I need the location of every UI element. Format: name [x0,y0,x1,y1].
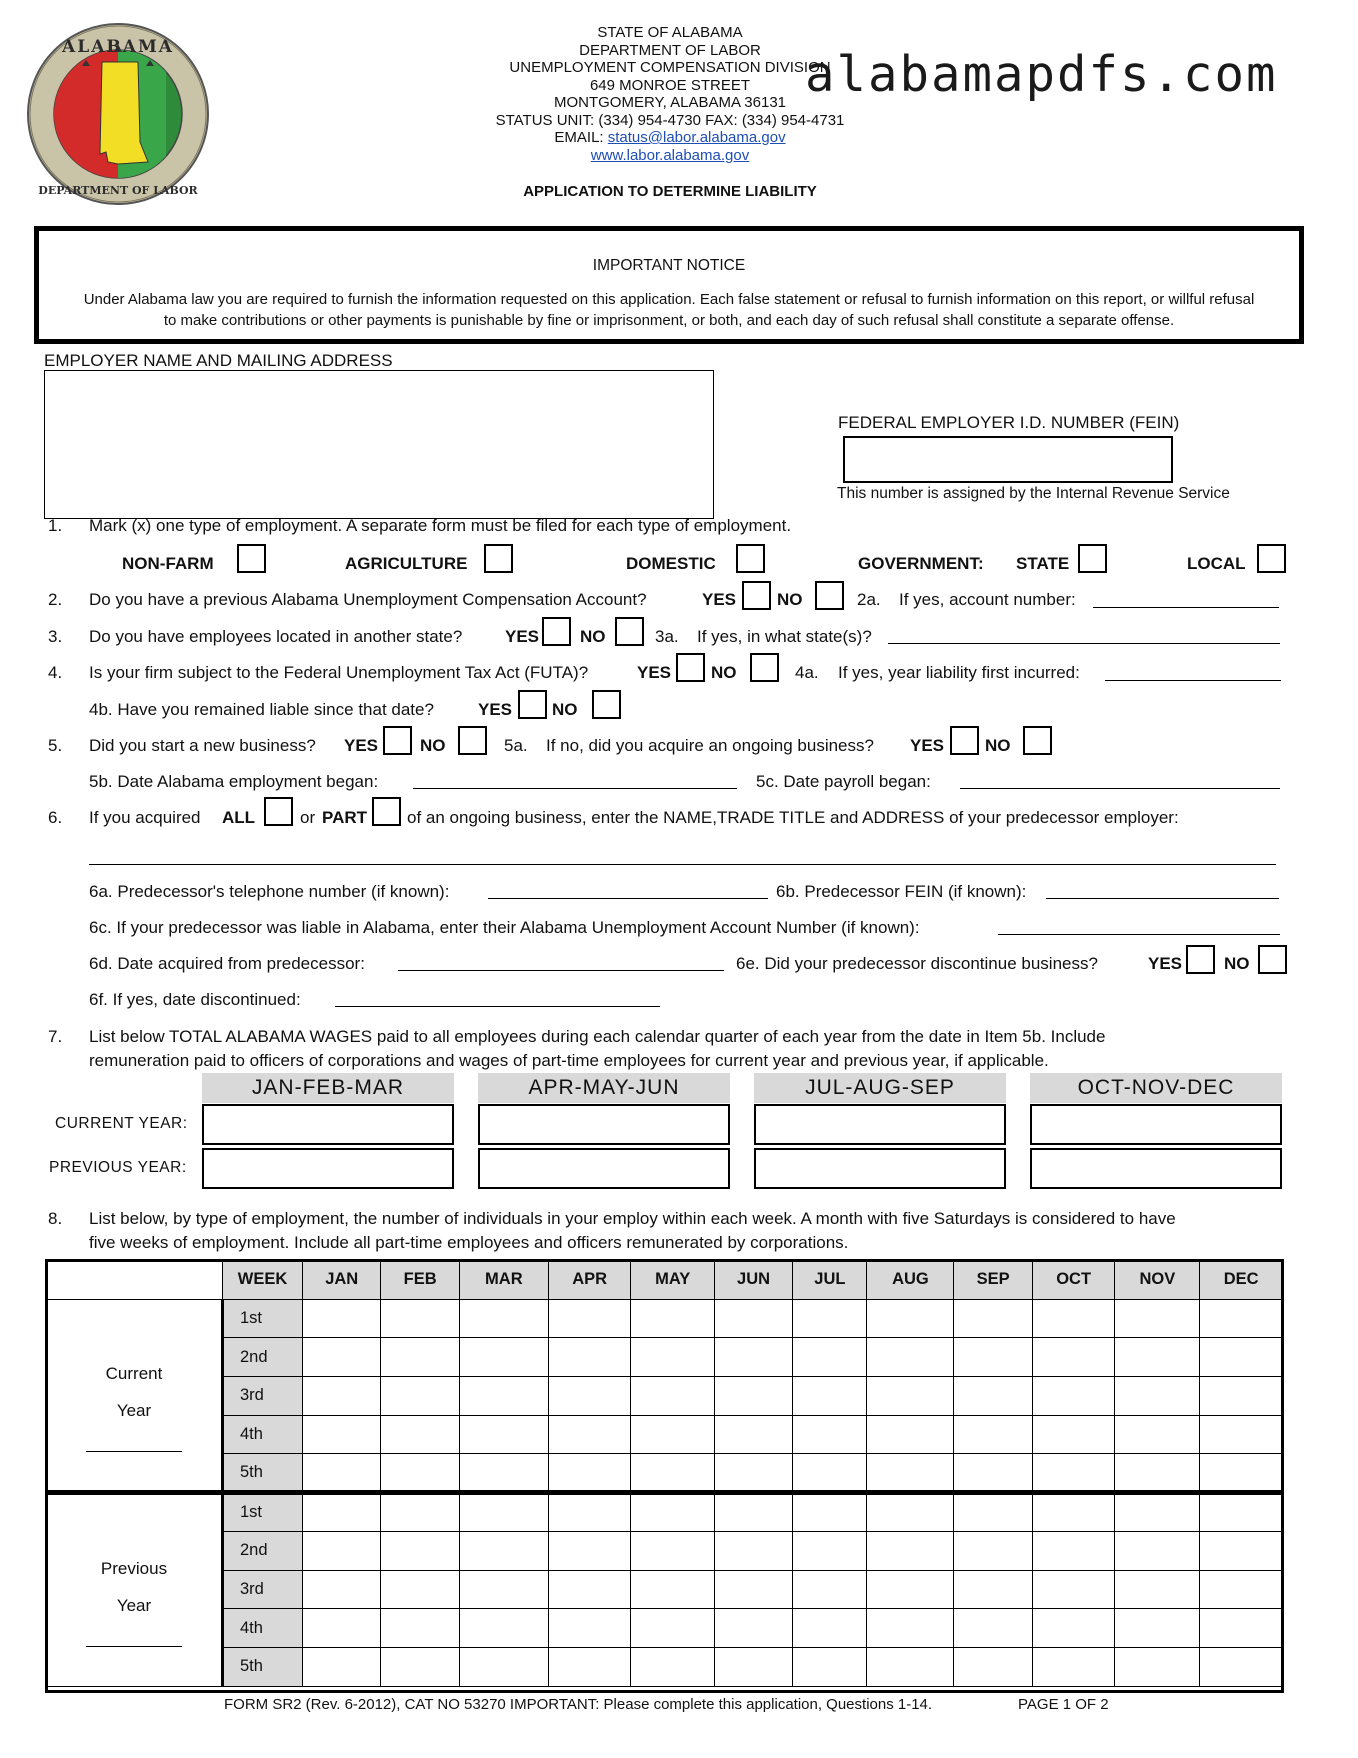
previous-week-count-cell[interactable] [303,1493,381,1532]
other-states-field[interactable] [888,643,1280,644]
current-week-count-cell[interactable] [1115,1377,1200,1416]
q4-yes-checkbox[interactable] [676,653,705,682]
email-link[interactable]: status@labor.alabama.gov [607,129,786,146]
q5a-no-checkbox[interactable] [1023,726,1052,755]
blank-header-cell [47,1261,223,1300]
current-week-count-cell[interactable] [1200,1415,1283,1454]
q5-yes-checkbox[interactable] [383,726,412,755]
current-week-count-cell[interactable] [714,1454,792,1493]
website-line [430,147,910,165]
question-number: 4. [48,663,63,682]
state-label: STATE [1016,554,1070,573]
previous-week-count-cell[interactable] [459,1609,548,1648]
header-line: STATE OF ALABAMA [597,24,743,41]
previous-week-count-cell[interactable] [381,1609,459,1648]
previous-week-count-cell[interactable] [303,1531,381,1570]
predecessor-phone-field[interactable] [488,898,768,899]
month-header: JUL [793,1261,867,1300]
quarter-header: APR-MAY-JUN [478,1073,730,1103]
or-label: or [300,808,316,827]
form-footer: FORM SR2 (Rev. 6-2012), CAT NO 53270 IMPORTANT: Please complete this application, Questions 1-14. [224,1696,933,1713]
current-week-count-cell[interactable] [714,1299,792,1338]
previous-week-count-cell[interactable] [793,1531,867,1570]
current-week-count-cell[interactable] [1115,1415,1200,1454]
page-number: PAGE 1 OF 2 [1018,1696,1109,1713]
current-q4-wages-field[interactable] [1030,1104,1282,1145]
q6e-yes-checkbox[interactable] [1186,945,1215,974]
previous-week-count-cell[interactable] [1032,1531,1115,1570]
previous-week-count-cell[interactable] [1115,1570,1200,1609]
current-week-count-cell[interactable] [381,1454,459,1493]
previous-week-count-cell[interactable] [867,1531,954,1570]
form-title: APPLICATION TO DETERMINE LIABILITY [523,183,817,200]
current-year-label: CURRENT YEAR: [55,1115,188,1132]
previous-week-count-cell[interactable] [1115,1493,1200,1532]
previous-q3-wages-field[interactable] [754,1148,1006,1189]
previous-week-count-cell[interactable] [381,1647,459,1686]
current-q1-wages-field[interactable] [202,1104,454,1145]
previous-week-count-cell[interactable] [459,1647,548,1686]
alabama-dept-of-labor-seal [26,22,210,206]
q6a-text: 6a. Predecessor's telephone number (if known): [89,882,450,901]
notice-title: IMPORTANT NOTICE [592,257,746,274]
no-label: NO [985,736,1011,755]
quarter-header: JUL-AUG-SEP [754,1073,1006,1103]
month-header: AUG [867,1261,954,1300]
q3-yes-checkbox[interactable] [542,617,571,646]
email-label: EMAIL: [554,129,604,146]
current-label-line-1: Current [105,1363,163,1383]
current-week-count-cell[interactable] [867,1299,954,1338]
fein-field[interactable] [843,436,1173,483]
previous-week-count-cell[interactable] [459,1493,548,1532]
important-notice-box [34,226,1304,344]
q2-yes-checkbox[interactable] [742,581,771,610]
current-year-entry-field[interactable] [86,1451,182,1452]
current-week-count-cell[interactable] [459,1338,548,1377]
month-header: JUN [714,1261,792,1300]
current-week-count-cell[interactable] [459,1377,548,1416]
previous-week-count-cell[interactable] [381,1493,459,1532]
q4b-text: 4b. Have you remained liable since that date? [89,700,434,719]
predecessor-account-field[interactable] [998,934,1280,935]
notice-body: Under Alabama law you are required to furnish the information requested on this application. Each false statement or refusal to furnish information on this report, or willful refusal to make contributions or other payments is punishable by fine or imprisonment, or both, and each day of such refusal shall constitute a separate offense. [83,291,1255,329]
predecessor-name-address-field[interactable] [89,864,1276,865]
current-week-count-cell[interactable] [793,1377,867,1416]
current-week-count-cell[interactable] [459,1415,548,1454]
previous-week-count-cell[interactable] [954,1531,1032,1570]
current-week-count-cell[interactable] [714,1377,792,1416]
previous-week-count-cell[interactable] [1200,1493,1283,1532]
previous-week-count-cell[interactable] [954,1609,1032,1648]
fein-label: FEDERAL EMPLOYER I.D. NUMBER (FEIN) [838,413,1180,432]
previous-week-count-cell[interactable] [548,1570,631,1609]
q5-no-checkbox[interactable] [458,726,487,755]
current-week-count-cell[interactable] [1200,1377,1283,1416]
no-label: NO [711,663,737,682]
previous-week-count-cell[interactable] [548,1493,631,1532]
no-label: NO [420,736,446,755]
q6d-text: 6d. Date acquired from predecessor: [89,954,365,973]
q6e-text: 6e. Did your predecessor discontinue business? [736,954,1098,973]
current-week-count-cell[interactable] [867,1377,954,1416]
table-row [47,1609,1283,1648]
domestic-label: DOMESTIC [626,554,716,573]
nonfarm-checkbox[interactable] [237,544,266,573]
previous-week-count-cell[interactable] [631,1493,714,1532]
header-line: MONTGOMERY, ALABAMA 36131 [553,94,787,111]
previous-week-count-cell[interactable] [631,1609,714,1648]
previous-year-entry-field[interactable] [86,1646,182,1647]
table-row [47,1647,1283,1686]
current-week-count-cell[interactable] [1032,1338,1115,1377]
q6f-text: 6f. If yes, date discontinued: [89,990,301,1009]
previous-week-count-cell[interactable] [303,1609,381,1648]
previous-week-count-cell[interactable] [1032,1609,1115,1648]
week-label: 1st [223,1299,303,1338]
previous-week-count-cell[interactable] [793,1609,867,1648]
q3-text: Do you have employees located in another state? [89,627,463,646]
month-header: APR [548,1261,631,1300]
q4-no-checkbox[interactable] [750,653,779,682]
question-number: 1. [48,516,63,535]
previous-week-count-cell[interactable] [1200,1570,1283,1609]
week-label: 5th [223,1454,303,1493]
no-label: NO [777,590,803,609]
previous-week-count-cell[interactable] [867,1493,954,1532]
current-week-count-cell[interactable] [631,1377,714,1416]
question-number: 8. [48,1209,63,1228]
yes-label: YES [344,736,379,755]
current-week-count-cell[interactable] [1200,1299,1283,1338]
q6-text-b: of an ongoing business, enter the NAME,TRADE TITLE and ADDRESS of your predecessor employer: [407,808,1179,827]
current-week-count-cell[interactable] [631,1415,714,1454]
current-week-count-cell[interactable] [459,1299,548,1338]
current-week-count-cell[interactable] [1032,1454,1115,1493]
previous-week-count-cell[interactable] [631,1531,714,1570]
q5a-yes-checkbox[interactable] [950,726,979,755]
q3-no-checkbox[interactable] [615,617,644,646]
q4b-no-checkbox[interactable] [592,690,621,719]
predecessor-fein-field[interactable] [1046,898,1279,899]
current-week-count-cell[interactable] [1115,1454,1200,1493]
current-week-count-cell[interactable] [1032,1377,1115,1416]
q5a-number: 5a. [504,736,528,755]
question-number: 5. [48,736,63,755]
question-number: 3. [48,627,63,646]
yes-label: YES [1148,954,1183,973]
question-number: 7. [48,1027,63,1046]
q2-text: Do you have a previous Alabama Unemployment Compensation Account? [89,590,647,609]
previous-week-count-cell[interactable] [1200,1531,1283,1570]
header-line: UNEMPLOYMENT COMPENSATION DIVISION [509,59,831,76]
previous-week-count-cell[interactable] [303,1647,381,1686]
current-week-count-cell[interactable] [381,1415,459,1454]
previous-week-count-cell[interactable] [631,1647,714,1686]
q2a-number: 2a. [857,590,881,609]
previous-week-count-cell[interactable] [954,1647,1032,1686]
week-label: 3rd [223,1570,303,1609]
week-label: 1st [223,1493,303,1532]
current-week-count-cell[interactable] [793,1415,867,1454]
previous-week-count-cell[interactable] [714,1570,792,1609]
table-row [47,1415,1283,1454]
table-header-row [47,1261,1283,1300]
employer-name-label: EMPLOYER NAME AND MAILING ADDRESS [44,351,393,370]
current-week-count-cell[interactable] [303,1415,381,1454]
current-week-count-cell[interactable] [954,1454,1032,1493]
previous-q1-wages-field[interactable] [202,1148,454,1189]
q2-no-checkbox[interactable] [815,581,844,610]
previous-week-count-cell[interactable] [714,1647,792,1686]
previous-week-count-cell[interactable] [631,1570,714,1609]
quarter-header: JAN-FEB-MAR [202,1073,454,1103]
table-row [47,1570,1283,1609]
table-row [47,1299,1283,1338]
previous-week-count-cell[interactable] [1200,1609,1283,1648]
current-week-count-cell[interactable] [867,1415,954,1454]
previous-week-count-cell[interactable] [714,1531,792,1570]
current-week-count-cell[interactable] [793,1299,867,1338]
agriculture-checkbox[interactable] [484,544,513,573]
previous-week-count-cell[interactable] [381,1570,459,1609]
q3a-text: If yes, in what state(s)? [697,627,872,646]
current-week-count-cell[interactable] [867,1454,954,1493]
previous-week-count-cell[interactable] [548,1609,631,1648]
q6e-no-checkbox[interactable] [1258,945,1287,974]
question-number: 6. [48,808,63,827]
q7-text-2: remuneration paid to officers of corporations and wages of part-time employees for current year and previous year, if applicable. [89,1051,1049,1070]
fein-note: This number is assigned by the Internal Revenue Service [837,485,1230,502]
no-label: NO [580,627,606,646]
no-label: NO [1224,954,1250,973]
previous-week-count-cell[interactable] [1032,1570,1115,1609]
state-checkbox[interactable] [1078,544,1107,573]
header-line: STATUS UNIT: (334) 954-4730 FAX: (334) 954-4731 [495,111,845,129]
acquired-part-checkbox[interactable] [372,797,401,826]
yes-label: YES [702,590,737,609]
government-label: GOVERNMENT: [858,554,984,573]
previous-week-count-cell[interactable] [548,1531,631,1570]
current-week-count-cell[interactable] [548,1338,631,1377]
previous-week-count-cell[interactable] [459,1570,548,1609]
previous-q4-wages-field[interactable] [1030,1148,1282,1189]
table-row [47,1493,1283,1532]
previous-week-count-cell[interactable] [793,1570,867,1609]
previous-week-count-cell[interactable] [793,1493,867,1532]
month-header: MAY [631,1261,714,1300]
domestic-checkbox[interactable] [736,544,765,573]
email-line [430,129,910,147]
current-week-count-cell[interactable] [459,1454,548,1493]
q6c-text: 6c. If your predecessor was liable in Alabama, enter their Alabama Unemployment Account Number (if known): [89,918,920,937]
liability-year-field[interactable] [1105,680,1281,681]
previous-label-line-1: Previous [100,1559,168,1579]
current-week-count-cell[interactable] [631,1454,714,1493]
current-week-count-cell[interactable] [548,1415,631,1454]
current-week-count-cell[interactable] [303,1299,381,1338]
account-number-field[interactable] [1093,607,1279,608]
week-label: 4th [223,1415,303,1454]
month-header: NOV [1115,1261,1200,1300]
previous-week-count-cell[interactable] [1032,1647,1115,1686]
previous-week-count-cell[interactable] [954,1493,1032,1532]
month-header: FEB [381,1261,459,1300]
month-header: JAN [303,1261,381,1300]
current-week-count-cell[interactable] [954,1415,1032,1454]
q6-text-a: If you acquired [89,808,201,827]
current-week-count-cell[interactable] [793,1338,867,1377]
quarter-header: OCT-NOV-DEC [1030,1073,1282,1103]
local-label: LOCAL [1187,554,1246,573]
table-row [47,1377,1283,1416]
current-week-count-cell[interactable] [1032,1415,1115,1454]
week-label: 5th [223,1647,303,1686]
part-label: PART [322,808,368,827]
current-week-count-cell[interactable] [631,1299,714,1338]
current-week-count-cell[interactable] [867,1338,954,1377]
q4-text: Is your firm subject to the Federal Unemployment Tax Act (FUTA)? [89,663,589,682]
current-week-count-cell[interactable] [548,1377,631,1416]
previous-week-count-cell[interactable] [867,1570,954,1609]
local-checkbox[interactable] [1257,544,1286,573]
previous-week-count-cell[interactable] [954,1570,1032,1609]
current-week-count-cell[interactable] [1115,1338,1200,1377]
week-label: 2nd [223,1338,303,1377]
current-q2-wages-field[interactable] [478,1104,730,1145]
svg-text:DEPARTMENT OF LABOR: DEPARTMENT OF LABOR [38,184,198,197]
q3a-number: 3a. [655,627,679,646]
current-week-count-cell[interactable] [381,1338,459,1377]
question-number: 2. [48,590,63,609]
current-week-count-cell[interactable] [631,1338,714,1377]
agriculture-label: AGRICULTURE [345,554,468,573]
current-week-count-cell[interactable] [303,1454,381,1493]
current-week-count-cell[interactable] [1200,1338,1283,1377]
q5-text: Did you start a new business? [89,736,316,755]
previous-week-count-cell[interactable] [459,1531,548,1570]
yes-label: YES [910,736,945,755]
current-week-count-cell[interactable] [548,1299,631,1338]
month-header: SEP [954,1261,1032,1300]
month-header: DEC [1200,1261,1283,1300]
no-label: NO [552,700,578,719]
previous-week-count-cell[interactable] [548,1647,631,1686]
q4b-yes-checkbox[interactable] [518,690,547,719]
q5b-text: 5b. Date Alabama employment began: [89,772,379,791]
previous-week-count-cell[interactable] [303,1570,381,1609]
weekly-employment-table [46,1260,1283,1687]
svg-text:ALABAMA: ALABAMA [62,37,174,57]
previous-week-count-cell[interactable] [1032,1493,1115,1532]
current-label-line-2: Year [116,1400,152,1420]
q5a-text: If no, did you acquire an ongoing business? [546,736,874,755]
current-week-count-cell[interactable] [714,1415,792,1454]
current-week-count-cell[interactable] [954,1299,1032,1338]
header-line: DEPARTMENT OF LABOR [579,41,761,59]
previous-week-count-cell[interactable] [714,1609,792,1648]
week-label: 3rd [223,1377,303,1416]
previous-week-count-cell[interactable] [1115,1609,1200,1648]
current-q3-wages-field[interactable] [754,1104,1006,1145]
previous-week-count-cell[interactable] [867,1609,954,1648]
current-week-count-cell[interactable] [1032,1299,1115,1338]
current-week-count-cell[interactable] [1200,1454,1283,1493]
current-week-count-cell[interactable] [548,1454,631,1493]
previous-year-label: PREVIOUS YEAR: [49,1159,187,1176]
current-year-group-label [47,1299,223,1492]
current-week-count-cell[interactable] [381,1377,459,1416]
q2a-text: If yes, account number: [899,590,1076,609]
q7-text-1: List below TOTAL ALABAMA WAGES paid to all employees during each calendar quarter of each year from the date in Item 5b. Include [89,1027,1106,1046]
yes-label: YES [478,700,513,719]
q1-text: Mark (x) one type of employment. A separate form must be filed for each type of employment. [89,516,792,535]
table-row [47,1454,1283,1493]
current-week-count-cell[interactable] [1115,1299,1200,1338]
q8-text-1: List below, by type of employment, the number of individuals in your employ within each week. A month with five Saturdays is considered to have [89,1209,1176,1228]
q4a-number: 4a. [795,663,819,682]
website-link[interactable]: www.labor.alabama.gov [590,146,750,164]
previous-year-group-label [47,1493,223,1686]
q8-text-2: five weeks of employment. Include all part-time employees and officers remunerated by corporations. [89,1233,849,1252]
header-line: 649 MONROE STREET [589,76,751,94]
acquired-all-checkbox[interactable] [264,797,293,826]
current-week-count-cell[interactable] [303,1338,381,1377]
current-week-count-cell[interactable] [381,1299,459,1338]
previous-week-count-cell[interactable] [867,1647,954,1686]
all-label: ALL [222,808,256,827]
q5c-text: 5c. Date payroll began: [756,772,931,791]
previous-label-line-2: Year [116,1596,152,1616]
q6b-text: 6b. Predecessor FEIN (if known): [776,882,1027,901]
previous-week-count-cell[interactable] [714,1493,792,1532]
current-week-count-cell[interactable] [954,1377,1032,1416]
employment-began-field[interactable] [413,788,737,789]
q4a-text: If yes, year liability first incurred: [838,663,1080,682]
month-header: MAR [459,1261,548,1300]
week-header: WEEK [223,1261,303,1300]
table-row [47,1531,1283,1570]
previous-week-count-cell[interactable] [381,1531,459,1570]
nonfarm-label: NON-FARM [122,554,214,573]
previous-q2-wages-field[interactable] [478,1148,730,1189]
month-header: OCT [1032,1261,1115,1300]
watermark: alabamapdfs.com [805,46,1278,103]
table-row [47,1338,1283,1377]
employer-name-address-field[interactable] [44,370,714,519]
previous-week-count-cell[interactable] [1200,1647,1283,1686]
date-discontinued-field[interactable] [335,1006,660,1007]
payroll-began-field[interactable] [960,788,1280,789]
yes-label: YES [637,663,672,682]
previous-week-count-cell[interactable] [793,1647,867,1686]
week-label: 2nd [223,1531,303,1570]
date-acquired-field[interactable] [398,970,724,971]
current-week-count-cell[interactable] [793,1454,867,1493]
week-label: 4th [223,1609,303,1648]
previous-week-count-cell[interactable] [1115,1531,1200,1570]
current-week-count-cell[interactable] [954,1338,1032,1377]
previous-week-count-cell[interactable] [1115,1647,1200,1686]
current-week-count-cell[interactable] [303,1377,381,1416]
yes-label: YES [505,627,540,646]
current-week-count-cell[interactable] [714,1338,792,1377]
